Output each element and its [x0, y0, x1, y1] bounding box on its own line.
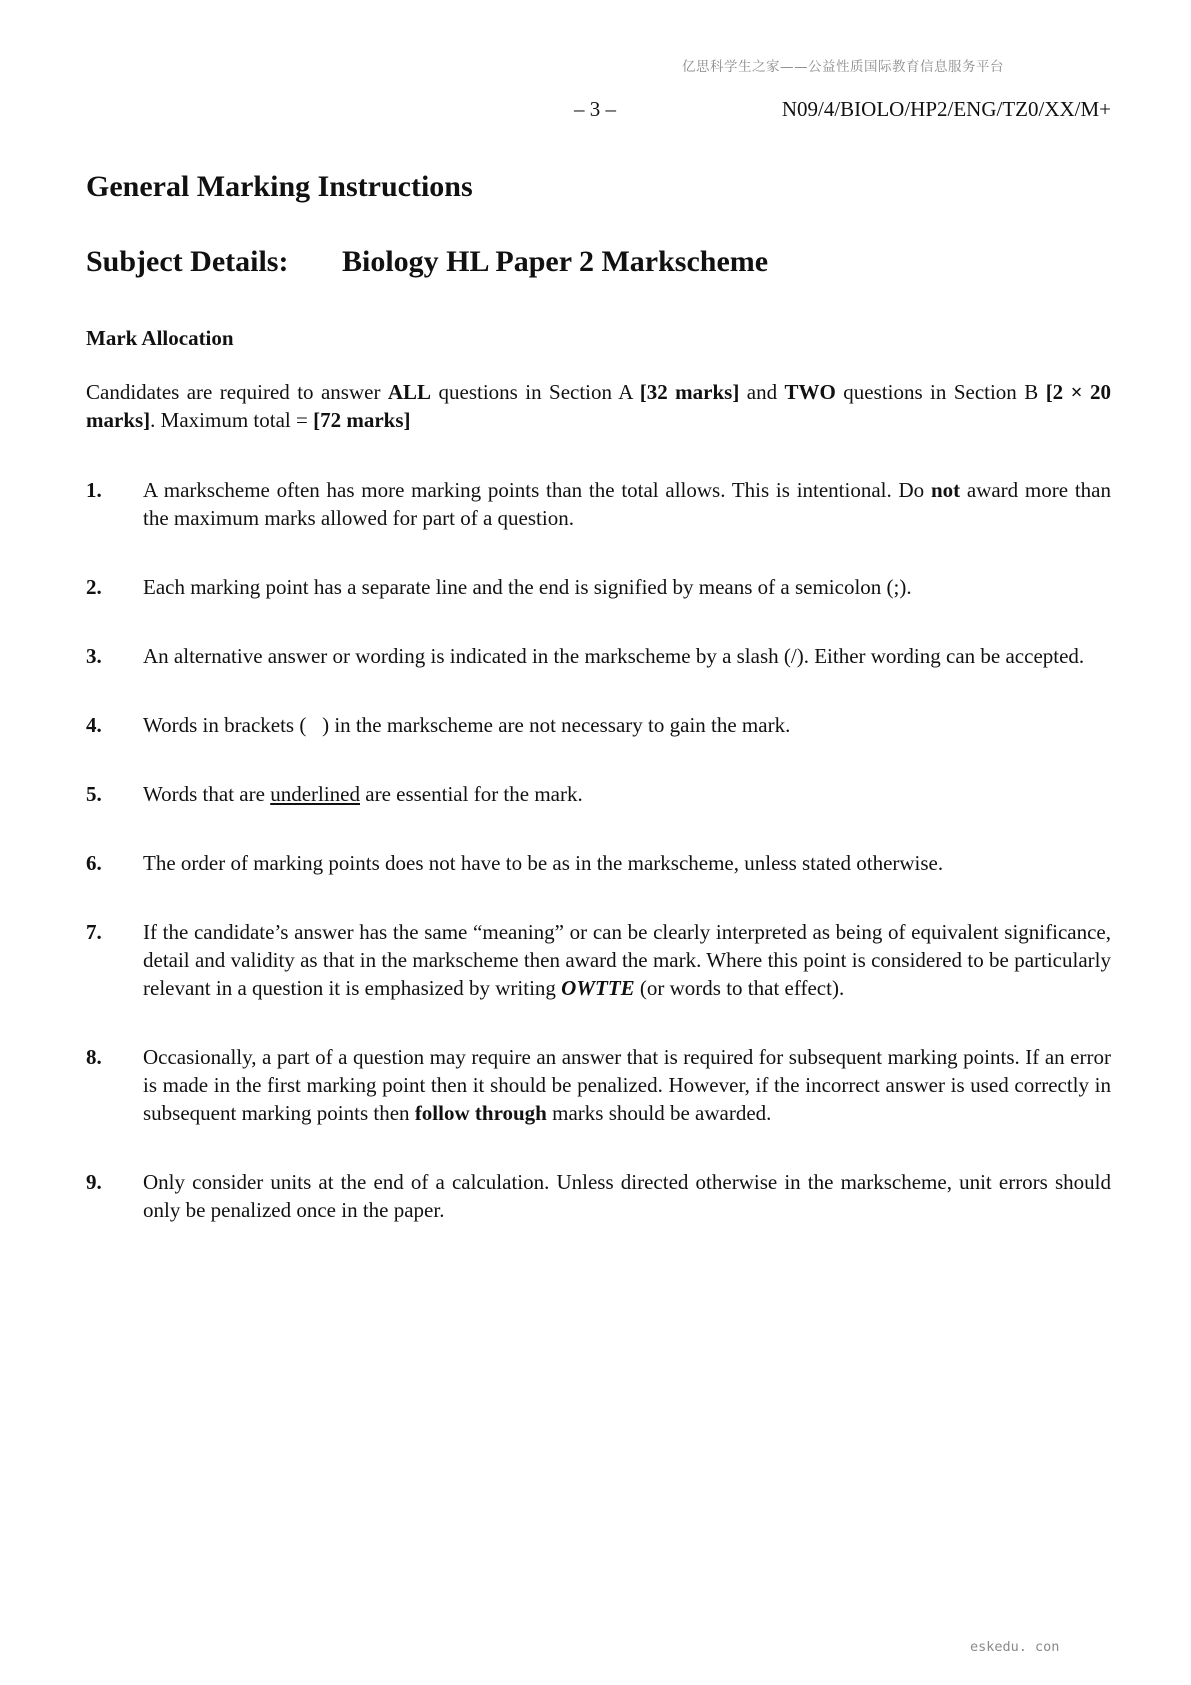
instruction-number: 5.	[86, 782, 102, 806]
instruction-item	[86, 1168, 1111, 1224]
instruction-text-part: Words that are	[143, 782, 271, 806]
instruction-item	[86, 1043, 1111, 1127]
instruction-underlined: underlined	[270, 782, 360, 806]
instruction-number: 8.	[86, 1045, 102, 1069]
instruction-number: 4.	[86, 713, 102, 737]
instruction-text	[143, 1043, 1111, 1127]
instruction-emphasis: OWTTE	[561, 976, 635, 1000]
instruction-item	[86, 711, 1111, 739]
allocation-text-part: questions in Section B	[835, 380, 1046, 404]
instruction-number: 9.	[86, 1170, 102, 1194]
page-title: General Marking Instructions	[86, 170, 473, 203]
allocation-all: ALL	[387, 380, 432, 404]
instruction-text-part: If the candidate’s answer has the same “meaning” or can be clearly interpreted as being of equivalent significance, detail and validity as that in the markscheme then award the mark. Where this point is considered to be particularly relevant in a question it is emphasized by writing	[143, 920, 1111, 1000]
instruction-number: 6.	[86, 851, 102, 875]
allocation-section-a-marks: [32 marks]	[639, 380, 740, 404]
instruction-text	[143, 918, 1111, 1002]
instruction-text: An alternative answer or wording is indicated in the markscheme by a slash (/). Either wording can be accepted.	[143, 644, 1085, 668]
subject-details	[86, 245, 768, 279]
allocation-text-part: . Maximum total =	[150, 408, 314, 432]
mark-allocation-heading: Mark Allocation	[86, 326, 234, 350]
instruction-item	[86, 918, 1111, 1002]
instruction-text-part: A markscheme often has more marking points than the total allows. This is intentional. Do	[143, 478, 931, 502]
instruction-text	[143, 780, 1111, 808]
instruction-text-part: Occasionally, a part of a question may require an answer that is required for subsequent marking points. If an error is made in the first marking point then it should be penalized. However, if the incorrect answer is used correctly in subsequent marking points then	[143, 1045, 1111, 1125]
instruction-number: 3.	[86, 644, 102, 668]
allocation-text-part: and	[739, 380, 785, 404]
allocation-text-part: Candidates are required to answer	[86, 380, 388, 404]
allocation-section-b-marks: [2 × 20 marks]	[86, 380, 1112, 432]
instruction-text: Only consider units at the end of a calculation. Unless directed otherwise in the markscheme, unit errors should only be penalized once in the paper.	[143, 1170, 1111, 1222]
page-number: – 3 –	[574, 97, 616, 121]
instruction-emphasis: not	[930, 478, 961, 502]
subject-label: Subject Details:	[86, 245, 289, 278]
instruction-item	[86, 476, 1111, 532]
instruction-emphasis: follow through	[414, 1101, 547, 1125]
subject-value: Biology HL Paper 2 Markscheme	[342, 245, 769, 278]
mark-allocation-text	[86, 378, 1111, 434]
instruction-item	[86, 780, 1111, 808]
instruction-text	[143, 476, 1111, 532]
instruction-text-part: (or words to that effect).	[634, 976, 845, 1000]
instruction-item	[86, 573, 1111, 601]
watermark-bottom: eskedu. con	[970, 1639, 1060, 1655]
instruction-item	[86, 849, 1111, 877]
instruction-number: 7.	[86, 920, 102, 944]
document-code: N09/4/BIOLO/HP2/ENG/TZ0/XX/M+	[781, 97, 1111, 121]
watermark-top: 亿思科学生之家——公益性质国际教育信息服务平台	[682, 59, 1004, 75]
allocation-two: TWO	[784, 380, 836, 404]
instruction-text-part: award more than the maximum marks allowed for part of a question.	[143, 478, 1111, 530]
instruction-text: Words in brackets ( ) in the markscheme are not necessary to gain the mark.	[143, 713, 791, 737]
instruction-text: The order of marking points does not have to be as in the markscheme, unless stated otherwise.	[143, 851, 944, 875]
allocation-total-marks: [72 marks]	[313, 408, 411, 432]
instruction-text-part: are essential for the mark.	[360, 782, 583, 806]
instruction-number: 1.	[86, 478, 102, 502]
instruction-item	[86, 642, 1111, 670]
instruction-text-part: marks should be awarded.	[546, 1101, 772, 1125]
marking-instructions-list	[86, 476, 1111, 1265]
instruction-number: 2.	[86, 575, 102, 599]
allocation-text-part: questions in Section A	[431, 380, 640, 404]
instruction-text: Each marking point has a separate line and the end is signified by means of a semicolon (;).	[143, 575, 912, 599]
